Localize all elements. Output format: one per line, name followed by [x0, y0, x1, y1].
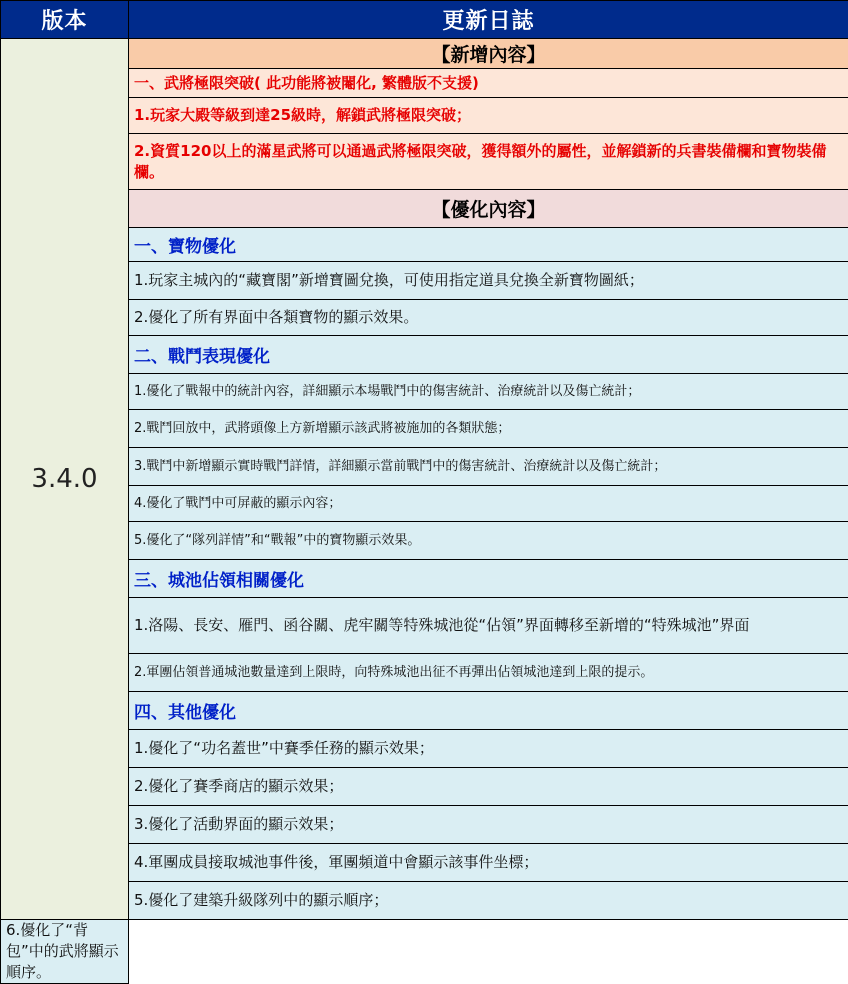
list-item: 3.優化了活動界面的顯示效果；	[129, 806, 848, 844]
optimization-section-title: 【優化內容】	[129, 190, 848, 228]
version-number: 3.4.0	[1, 39, 129, 920]
list-item: 4.優化了戰鬥中可屏蔽的顯示內容；	[129, 486, 848, 522]
header-row	[1, 1, 848, 39]
list-item: 1.優化了“功名蓋世”中賽季任務的顯示效果；	[129, 730, 848, 768]
list-item: 1.玩家主城內的“藏寶閣”新增寶圖兌換，可使用指定道具兌換全新寶物圖紙；	[129, 262, 848, 300]
group-title-battle: 二、戰鬥表現優化	[129, 336, 848, 374]
list-item: 5.優化了建築升級隊列中的顯示順序；	[129, 882, 848, 920]
new-feature-heading: 一、武將極限突破( 此功能將被閹化, 繁體版不支援)	[129, 69, 848, 98]
new-section-title: 【新增內容】	[129, 39, 848, 69]
changelog-column-header: 更新日誌	[129, 1, 848, 39]
list-item: 2.優化了所有界面中各類寶物的顯示效果。	[129, 300, 848, 336]
list-item: 2.軍團佔領普通城池數量達到上限時，向特殊城池出征不再彈出佔領城池達到上限的提示。	[129, 654, 848, 692]
group-title-treasure: 一、寶物優化	[129, 228, 848, 262]
list-item: 5.優化了“隊列詳情”和“戰報”中的寶物顯示效果。	[129, 522, 848, 560]
list-item: 1.洛陽、長安、雁門、函谷關、虎牢關等特殊城池從“佔領”界面轉移至新增的“特殊城池”界面	[129, 598, 848, 654]
list-item: 3.戰鬥中新增顯示實時戰鬥詳情，詳細顯示當前戰鬥中的傷害統計、治療統計以及傷亡統計；	[129, 448, 848, 486]
list-item: 1.優化了戰報中的統計內容，詳細顯示本場戰鬥中的傷害統計、治療統計以及傷亡統計；	[129, 374, 848, 410]
version-column-header: 版本	[1, 1, 129, 39]
group-title-other: 四、其他優化	[129, 692, 848, 730]
new-section-title-row	[1, 39, 848, 69]
list-item: 2.優化了賽季商店的顯示效果；	[129, 768, 848, 806]
list-item: 4.軍團成員接取城池事件後，軍團頻道中會顯示該事件坐標；	[129, 844, 848, 882]
list-item: 2.戰鬥回放中，武將頭像上方新增顯示該武將被施加的各類狀態；	[129, 410, 848, 448]
list-item: 6.優化了“背包”中的武將顯示順序。	[1, 920, 129, 984]
new-feature-item: 2.資質120以上的滿星武將可以通過武將極限突破，獲得額外的屬性，並解鎖新的兵書裝備欄和寶物裝備欄。	[129, 134, 848, 190]
new-feature-item: 1.玩家大殿等級到達25級時，解鎖武將極限突破；	[129, 98, 848, 134]
group-title-city: 三、城池佔領相關優化	[129, 560, 848, 598]
